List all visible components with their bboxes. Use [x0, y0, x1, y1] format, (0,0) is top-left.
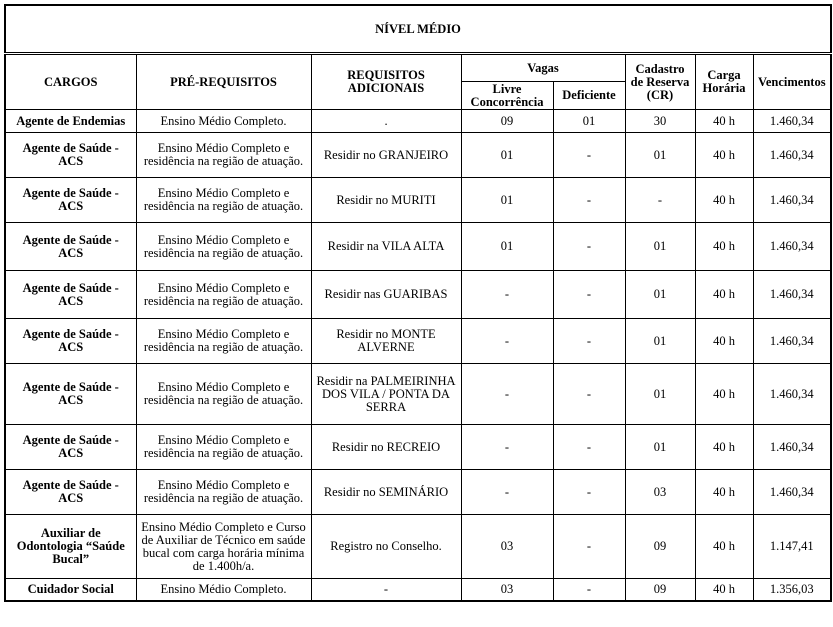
cell-carga-horaria: 40 h — [695, 319, 753, 364]
cell-requisitos-adicionais: Residir no RECREIO — [311, 425, 461, 470]
cell-pre-requisitos: Ensino Médio Completo. — [136, 110, 311, 133]
table-row — [5, 133, 831, 178]
cell-carga-horaria: 40 h — [695, 223, 753, 271]
table-title: NÍVEL MÉDIO — [5, 5, 831, 54]
cell-cadastro-reserva: 01 — [625, 223, 695, 271]
cell-livre-concorrencia: - — [461, 271, 553, 319]
cell-vencimentos: 1.460,34 — [753, 223, 831, 271]
cell-pre-requisitos: Ensino Médio Completo. — [136, 579, 311, 602]
cell-carga-horaria: 40 h — [695, 110, 753, 133]
table-row — [5, 515, 831, 579]
cell-carga-horaria: 40 h — [695, 470, 753, 515]
cell-cargo: Agente de Saúde - ACS — [5, 319, 136, 364]
cell-vencimentos: 1.460,34 — [753, 178, 831, 223]
table-row — [5, 425, 831, 470]
cell-deficiente: - — [553, 579, 625, 602]
cell-carga-horaria: 40 h — [695, 364, 753, 425]
cell-deficiente: - — [553, 425, 625, 470]
cell-pre-requisitos: Ensino Médio Completo e residência na região de atuação. — [136, 364, 311, 425]
cell-cadastro-reserva: 01 — [625, 425, 695, 470]
cell-vencimentos: 1.460,34 — [753, 110, 831, 133]
cell-requisitos-adicionais: Residir no MURITI — [311, 178, 461, 223]
table-row — [5, 178, 831, 223]
cell-vencimentos: 1.460,34 — [753, 364, 831, 425]
cell-carga-horaria: 40 h — [695, 425, 753, 470]
cell-deficiente: - — [553, 364, 625, 425]
cell-vencimentos: 1.460,34 — [753, 425, 831, 470]
cell-deficiente: 01 — [553, 110, 625, 133]
cell-cargo: Agente de Saúde - ACS — [5, 425, 136, 470]
cell-cadastro-reserva: 09 — [625, 515, 695, 579]
cell-livre-concorrencia: - — [461, 425, 553, 470]
header-pre-requisitos: PRÉ-REQUISITOS — [136, 54, 311, 110]
cell-deficiente: - — [553, 470, 625, 515]
cell-vencimentos: 1.460,34 — [753, 133, 831, 178]
table-row — [5, 364, 831, 425]
cell-pre-requisitos: Ensino Médio Completo e residência na região de atuação. — [136, 470, 311, 515]
cell-carga-horaria: 40 h — [695, 178, 753, 223]
header-cadastro-reserva: Cadastro de Reserva (CR) — [625, 54, 695, 110]
header-requisitos-adicionais: REQUISITOS ADICIONAIS — [311, 54, 461, 110]
cell-requisitos-adicionais: Residir no GRANJEIRO — [311, 133, 461, 178]
cell-livre-concorrencia: 03 — [461, 579, 553, 602]
cell-cargo: Cuidador Social — [5, 579, 136, 602]
cell-pre-requisitos: Ensino Médio Completo e residência na região de atuação. — [136, 319, 311, 364]
cell-cadastro-reserva: 30 — [625, 110, 695, 133]
cell-pre-requisitos: Ensino Médio Completo e residência na região de atuação. — [136, 178, 311, 223]
cell-cargo: Agente de Saúde - ACS — [5, 178, 136, 223]
header-livre-concorrencia: Livre Concorrência — [461, 82, 553, 110]
table-row — [5, 223, 831, 271]
cell-vencimentos: 1.460,34 — [753, 271, 831, 319]
cell-cadastro-reserva: 03 — [625, 470, 695, 515]
cell-pre-requisitos: Ensino Médio Completo e Curso de Auxiliar de Técnico em saúde bucal com carga horária mínima de 1.400h/a. — [136, 515, 311, 579]
cell-vencimentos: 1.460,34 — [753, 470, 831, 515]
cell-vencimentos: 1.356,03 — [753, 579, 831, 602]
cell-vencimentos: 1.460,34 — [753, 319, 831, 364]
cell-carga-horaria: 40 h — [695, 271, 753, 319]
cell-livre-concorrencia: 01 — [461, 178, 553, 223]
cell-vencimentos: 1.147,41 — [753, 515, 831, 579]
cell-livre-concorrencia: - — [461, 470, 553, 515]
cell-cargo: Auxiliar de Odontologia “Saúde Bucal” — [5, 515, 136, 579]
cell-requisitos-adicionais: Residir na VILA ALTA — [311, 223, 461, 271]
cell-cadastro-reserva: 01 — [625, 133, 695, 178]
cell-cargo: Agente de Saúde - ACS — [5, 271, 136, 319]
cell-livre-concorrencia: 01 — [461, 133, 553, 178]
cell-cadastro-reserva: 09 — [625, 579, 695, 602]
table-body — [5, 110, 831, 602]
header-carga-horaria: Carga Horária — [695, 54, 753, 110]
cell-cargo: Agente de Saúde - ACS — [5, 364, 136, 425]
table-row — [5, 271, 831, 319]
cell-livre-concorrencia: - — [461, 319, 553, 364]
cell-deficiente: - — [553, 271, 625, 319]
cell-cadastro-reserva: 01 — [625, 319, 695, 364]
table-row — [5, 470, 831, 515]
cell-requisitos-adicionais: Residir no SEMINÁRIO — [311, 470, 461, 515]
cell-carga-horaria: 40 h — [695, 579, 753, 602]
cell-cargo: Agente de Saúde - ACS — [5, 133, 136, 178]
cell-deficiente: - — [553, 178, 625, 223]
cell-cargo: Agente de Endemias — [5, 110, 136, 133]
cell-livre-concorrencia: 09 — [461, 110, 553, 133]
cell-requisitos-adicionais: . — [311, 110, 461, 133]
cell-requisitos-adicionais: Residir nas GUARIBAS — [311, 271, 461, 319]
cell-cargo: Agente de Saúde - ACS — [5, 223, 136, 271]
cell-cargo: Agente de Saúde - ACS — [5, 470, 136, 515]
cell-requisitos-adicionais: Residir no MONTE ALVERNE — [311, 319, 461, 364]
cell-cadastro-reserva: 01 — [625, 271, 695, 319]
table-row — [5, 579, 831, 602]
cell-carga-horaria: 40 h — [695, 133, 753, 178]
cell-deficiente: - — [553, 223, 625, 271]
cell-pre-requisitos: Ensino Médio Completo e residência na região de atuação. — [136, 271, 311, 319]
cell-deficiente: - — [553, 133, 625, 178]
table-row — [5, 110, 831, 133]
header-deficiente: Deficiente — [553, 82, 625, 110]
cell-pre-requisitos: Ensino Médio Completo e residência na região de atuação. — [136, 425, 311, 470]
header-vagas: Vagas — [461, 54, 625, 82]
cell-requisitos-adicionais: Registro no Conselho. — [311, 515, 461, 579]
vacancy-table — [4, 4, 832, 602]
cell-pre-requisitos: Ensino Médio Completo e residência na região de atuação. — [136, 133, 311, 178]
cell-livre-concorrencia: 01 — [461, 223, 553, 271]
cell-pre-requisitos: Ensino Médio Completo e residência na região de atuação. — [136, 223, 311, 271]
cell-cadastro-reserva: 01 — [625, 364, 695, 425]
table-row — [5, 319, 831, 364]
cell-cadastro-reserva: - — [625, 178, 695, 223]
cell-deficiente: - — [553, 319, 625, 364]
header-cargos: CARGOS — [5, 54, 136, 110]
header-vencimentos: Vencimentos — [753, 54, 831, 110]
cell-requisitos-adicionais: Residir na PALMEIRINHA DOS VILA / PONTA DA SERRA — [311, 364, 461, 425]
cell-deficiente: - — [553, 515, 625, 579]
cell-requisitos-adicionais: - — [311, 579, 461, 602]
cell-livre-concorrencia: - — [461, 364, 553, 425]
cell-carga-horaria: 40 h — [695, 515, 753, 579]
cell-livre-concorrencia: 03 — [461, 515, 553, 579]
